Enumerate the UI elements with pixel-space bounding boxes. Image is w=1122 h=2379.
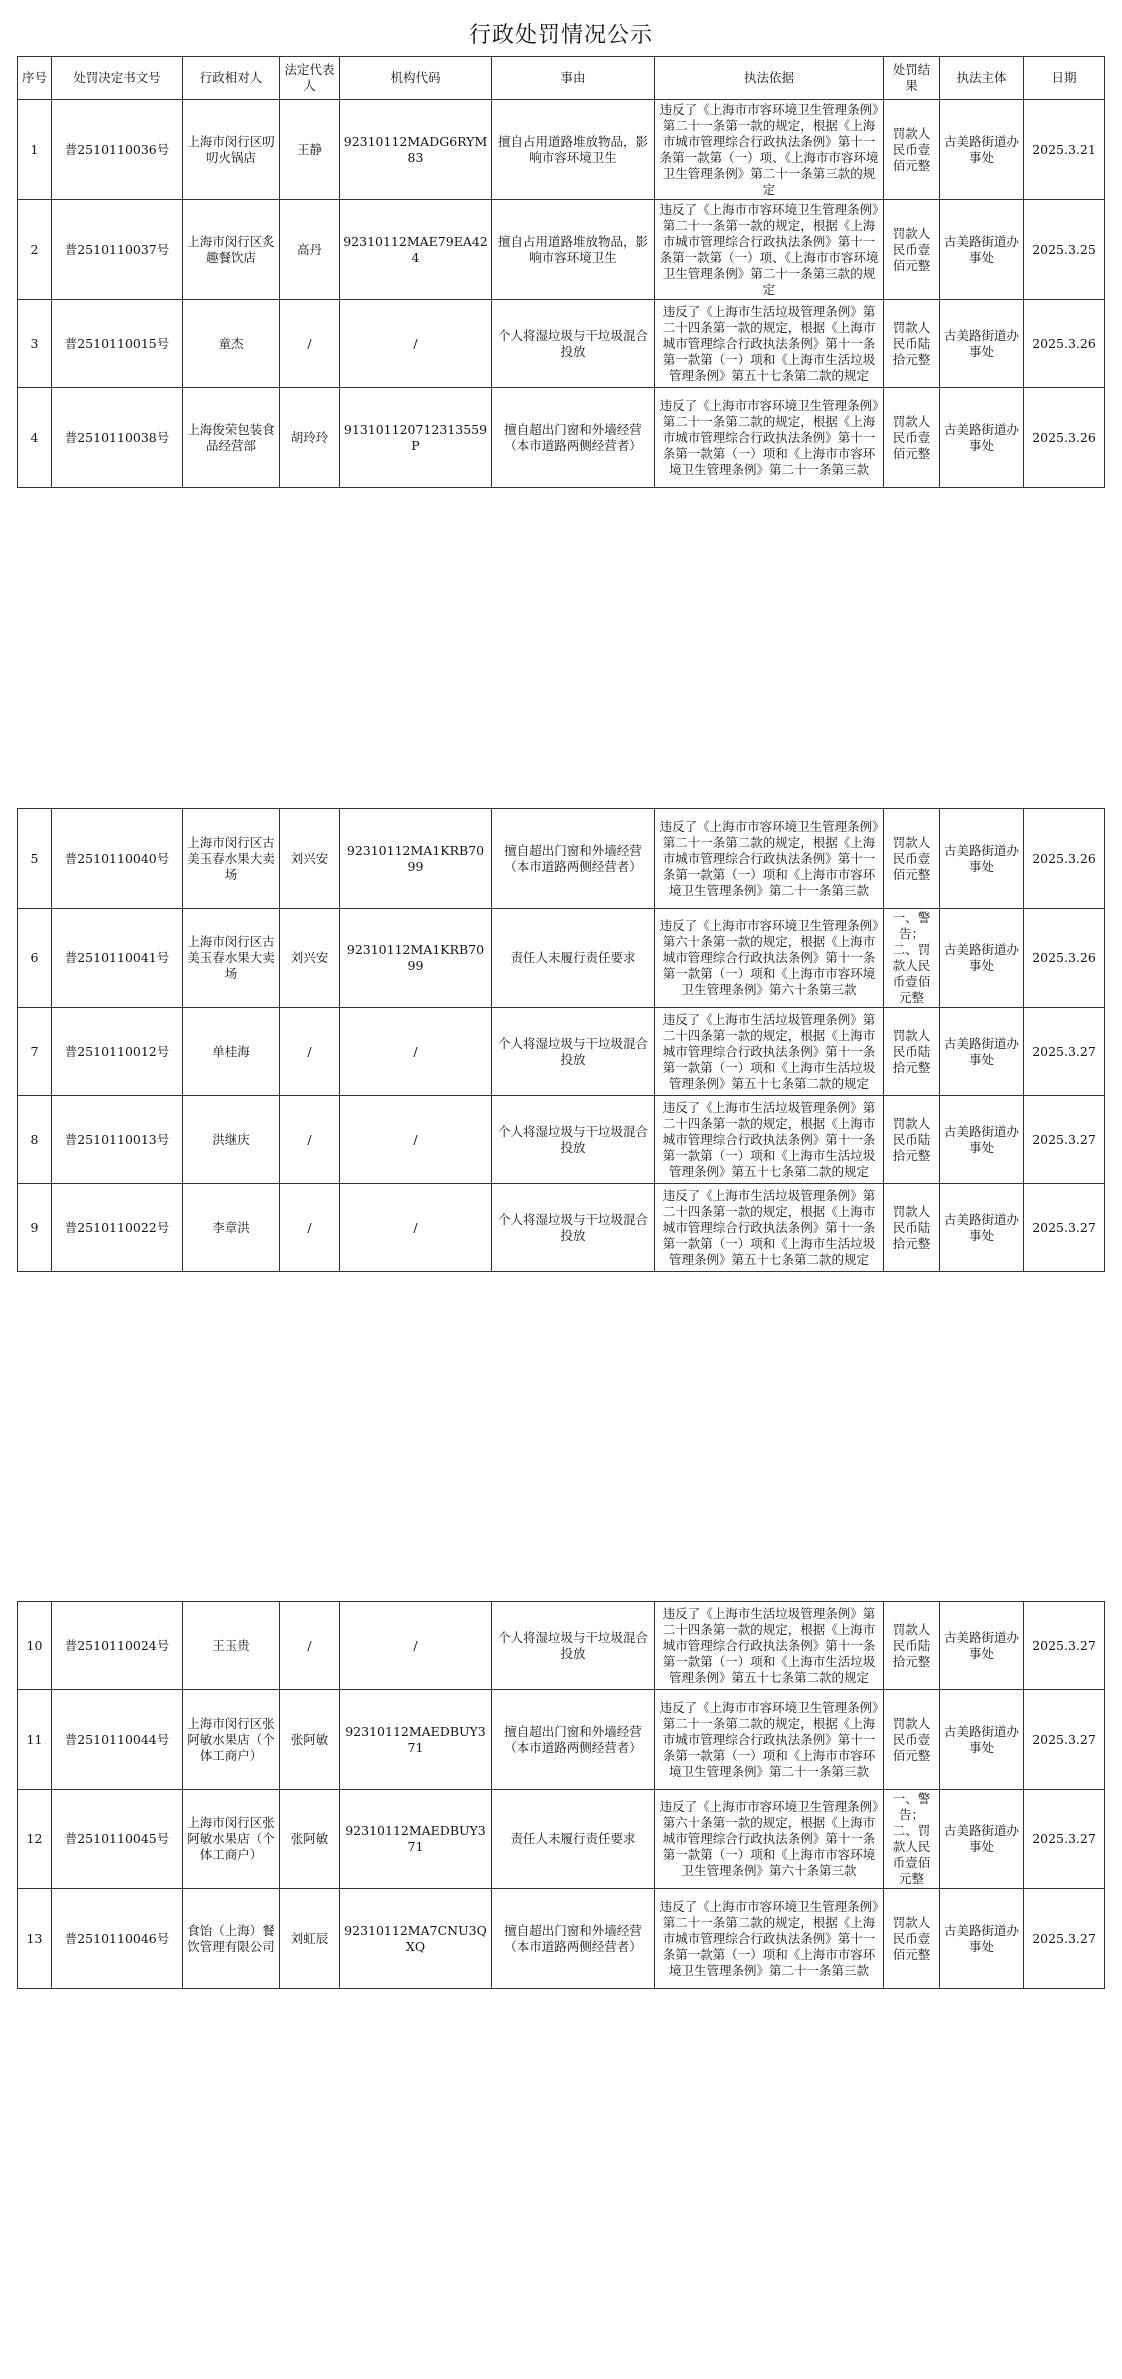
cell-rep: / <box>280 1096 340 1184</box>
cell-rep: 高丹 <box>280 200 340 300</box>
cell-rep: 张阿敏 <box>280 1690 340 1790</box>
header-result: 处罚结果 <box>884 57 940 100</box>
header-basis: 执法依据 <box>655 57 884 100</box>
cell-body: 古美路街道办事处 <box>940 1008 1024 1096</box>
cell-code: 913101120712313559P <box>340 388 492 488</box>
cell-basis: 违反了《上海市市容环境卫生管理条例》第二十一条第一款的规定，根据《上海市城市管理综合行政执法条例》第十一条第一款第（一）项、《上海市市容环境卫生管理条例》第二十一条第三款的规定 <box>655 100 884 200</box>
cell-date: 2025.3.21 <box>1024 100 1105 200</box>
cell-reason: 个人将湿垃圾与干垃圾混合投放 <box>492 1602 655 1690</box>
cell-date: 2025.3.26 <box>1024 809 1105 909</box>
cell-doc: 普2510110041号 <box>52 909 183 1008</box>
cell-party: 洪继庆 <box>183 1096 280 1184</box>
cell-basis: 违反了《上海市市容环境卫生管理条例》第二十一条第一款的规定，根据《上海市城市管理综合行政执法条例》第十一条第一款第（一）项、《上海市市容环境卫生管理条例》第二十一条第三款的规定 <box>655 200 884 300</box>
cell-body: 古美路街道办事处 <box>940 300 1024 388</box>
cell-reason: 责任人未履行责任要求 <box>492 909 655 1008</box>
cell-no: 7 <box>18 1008 52 1096</box>
cell-code: / <box>340 1602 492 1690</box>
penalty-table-page-1 <box>17 56 1105 488</box>
cell-party: 食饴（上海）餐饮管理有限公司 <box>183 1889 280 1989</box>
cell-code: / <box>340 1008 492 1096</box>
cell-party: 李章洪 <box>183 1184 280 1272</box>
table-row <box>18 1096 1105 1184</box>
cell-result: 罚款人民币壹佰元整 <box>884 1889 940 1989</box>
cell-basis: 违反了《上海市市容环境卫生管理条例》第二十一条第二款的规定，根据《上海市城市管理综合行政执法条例》第十一条第一款第（一）项和《上海市市容环境卫生管理条例》第二十一条第三款 <box>655 388 884 488</box>
cell-result: 罚款人民币壹佰元整 <box>884 388 940 488</box>
cell-basis: 违反了《上海市生活垃圾管理条例》第二十四条第一款的规定，根据《上海市城市管理综合行政执法条例》第十一条第一款第（一）项和《上海市生活垃圾管理条例》第五十七条第二款的规定 <box>655 1184 884 1272</box>
cell-no: 10 <box>18 1602 52 1690</box>
cell-party: 上海俊荣包装食品经营部 <box>183 388 280 488</box>
table-row <box>18 1602 1105 1690</box>
cell-result: 罚款人民币壹佰元整 <box>884 1690 940 1790</box>
cell-reason: 擅自占用道路堆放物品，影响市容环境卫生 <box>492 100 655 200</box>
cell-result: 罚款人民币壹佰元整 <box>884 200 940 300</box>
cell-body: 古美路街道办事处 <box>940 909 1024 1008</box>
cell-party: 童杰 <box>183 300 280 388</box>
table-row <box>18 300 1105 388</box>
cell-code: 92310112MAE79EA424 <box>340 200 492 300</box>
cell-result: 罚款人民币陆拾元整 <box>884 1096 940 1184</box>
cell-no: 11 <box>18 1690 52 1790</box>
cell-doc: 普2510110040号 <box>52 809 183 909</box>
cell-body: 古美路街道办事处 <box>940 809 1024 909</box>
cell-date: 2025.3.26 <box>1024 300 1105 388</box>
cell-doc: 普2510110036号 <box>52 100 183 200</box>
penalty-table-page-2 <box>17 808 1105 1272</box>
cell-party: 上海市闵行区炙趣餐饮店 <box>183 200 280 300</box>
cell-rep: / <box>280 1008 340 1096</box>
header-code: 机构代码 <box>340 57 492 100</box>
cell-no: 13 <box>18 1889 52 1989</box>
cell-no: 9 <box>18 1184 52 1272</box>
penalty-table-page-3 <box>17 1601 1105 1989</box>
cell-date: 2025.3.26 <box>1024 388 1105 488</box>
cell-result: 罚款人民币陆拾元整 <box>884 1184 940 1272</box>
cell-basis: 违反了《上海市市容环境卫生管理条例》第二十一条第二款的规定，根据《上海市城市管理综合行政执法条例》第十一条第一款第（一）项和《上海市市容环境卫生管理条例》第二十一条第三款 <box>655 1690 884 1790</box>
cell-date: 2025.3.27 <box>1024 1184 1105 1272</box>
header-date: 日期 <box>1024 57 1105 100</box>
cell-basis: 违反了《上海市生活垃圾管理条例》第二十四条第一款的规定，根据《上海市城市管理综合行政执法条例》第十一条第一款第（一）项和《上海市生活垃圾管理条例》第五十七条第二款的规定 <box>655 1602 884 1690</box>
table-row <box>18 200 1105 300</box>
cell-party: 单桂海 <box>183 1008 280 1096</box>
cell-body: 古美路街道办事处 <box>940 1184 1024 1272</box>
cell-rep: 刘虹辰 <box>280 1889 340 1989</box>
cell-date: 2025.3.27 <box>1024 1602 1105 1690</box>
cell-date: 2025.3.27 <box>1024 1889 1105 1989</box>
cell-rep: 张阿敏 <box>280 1790 340 1889</box>
cell-result: 罚款人民币壹佰元整 <box>884 100 940 200</box>
header-rep: 法定代表人 <box>280 57 340 100</box>
cell-doc: 普2510110045号 <box>52 1790 183 1889</box>
cell-no: 4 <box>18 388 52 488</box>
cell-result: 罚款人民币陆拾元整 <box>884 300 940 388</box>
cell-basis: 违反了《上海市市容环境卫生管理条例》第六十条第一款的规定，根据《上海市城市管理综合行政执法条例》第十一条第一款第（一）项和《上海市市容环境卫生管理条例》第六十条第三款 <box>655 909 884 1008</box>
cell-code: / <box>340 300 492 388</box>
cell-basis: 违反了《上海市市容环境卫生管理条例》第二十一条第二款的规定，根据《上海市城市管理综合行政执法条例》第十一条第一款第（一）项和《上海市市容环境卫生管理条例》第二十一条第三款 <box>655 1889 884 1989</box>
cell-rep: 刘兴安 <box>280 809 340 909</box>
cell-date: 2025.3.27 <box>1024 1096 1105 1184</box>
cell-doc: 普2510110044号 <box>52 1690 183 1790</box>
cell-rep: / <box>280 1602 340 1690</box>
cell-reason: 个人将湿垃圾与干垃圾混合投放 <box>492 1008 655 1096</box>
cell-doc: 普2510110046号 <box>52 1889 183 1989</box>
cell-doc: 普2510110012号 <box>52 1008 183 1096</box>
table-row <box>18 388 1105 488</box>
cell-rep: 刘兴安 <box>280 909 340 1008</box>
cell-no: 5 <box>18 809 52 909</box>
header-no: 序号 <box>18 57 52 100</box>
cell-date: 2025.3.27 <box>1024 1008 1105 1096</box>
cell-body: 古美路街道办事处 <box>940 1790 1024 1889</box>
table-header-row <box>18 57 1105 100</box>
header-body: 执法主体 <box>940 57 1024 100</box>
cell-code: / <box>340 1184 492 1272</box>
cell-rep: 王静 <box>280 100 340 200</box>
table-row <box>18 1889 1105 1989</box>
cell-date: 2025.3.26 <box>1024 909 1105 1008</box>
table-row <box>18 1184 1105 1272</box>
cell-code: 92310112MAEDBUY371 <box>340 1790 492 1889</box>
cell-no: 8 <box>18 1096 52 1184</box>
cell-reason: 擅自超出门窗和外墙经营（本市道路两侧经营者） <box>492 1690 655 1790</box>
cell-reason: 个人将湿垃圾与干垃圾混合投放 <box>492 300 655 388</box>
cell-reason: 个人将湿垃圾与干垃圾混合投放 <box>492 1184 655 1272</box>
table-row <box>18 1690 1105 1790</box>
cell-code: 92310112MA1KRB7099 <box>340 809 492 909</box>
cell-code: 92310112MADG6RYM83 <box>340 100 492 200</box>
cell-doc: 普2510110013号 <box>52 1096 183 1184</box>
cell-reason: 责任人未履行责任要求 <box>492 1790 655 1889</box>
cell-body: 古美路街道办事处 <box>940 100 1024 200</box>
cell-date: 2025.3.27 <box>1024 1690 1105 1790</box>
cell-doc: 普2510110024号 <box>52 1602 183 1690</box>
cell-doc: 普2510110037号 <box>52 200 183 300</box>
cell-doc: 普2510110015号 <box>52 300 183 388</box>
header-reason: 事由 <box>492 57 655 100</box>
cell-code: / <box>340 1096 492 1184</box>
table-row <box>18 100 1105 200</box>
table-row <box>18 1008 1105 1096</box>
cell-body: 古美路街道办事处 <box>940 388 1024 488</box>
cell-date: 2025.3.25 <box>1024 200 1105 300</box>
cell-doc: 普2510110022号 <box>52 1184 183 1272</box>
cell-reason: 擅自超出门窗和外墙经营（本市道路两侧经营者） <box>492 1889 655 1989</box>
cell-no: 3 <box>18 300 52 388</box>
cell-result: 一、警告；二、罚款人民币壹佰元整 <box>884 1790 940 1889</box>
cell-party: 上海市闵行区叨叨火锅店 <box>183 100 280 200</box>
cell-party: 上海市闵行区张阿敏水果店（个体工商户） <box>183 1690 280 1790</box>
table-row <box>18 809 1105 909</box>
cell-reason: 个人将湿垃圾与干垃圾混合投放 <box>492 1096 655 1184</box>
cell-body: 古美路街道办事处 <box>940 1602 1024 1690</box>
cell-body: 古美路街道办事处 <box>940 1690 1024 1790</box>
cell-party: 上海市闵行区古美玉春水果大卖场 <box>183 809 280 909</box>
cell-rep: 胡玲玲 <box>280 388 340 488</box>
table-row <box>18 909 1105 1008</box>
cell-basis: 违反了《上海市生活垃圾管理条例》第二十四条第一款的规定，根据《上海市城市管理综合行政执法条例》第十一条第一款第（一）项和《上海市生活垃圾管理条例》第五十七条第二款的规定 <box>655 1008 884 1096</box>
cell-result: 一、警告；二、罚款人民币壹佰元整 <box>884 909 940 1008</box>
cell-rep: / <box>280 1184 340 1272</box>
cell-body: 古美路街道办事处 <box>940 1889 1024 1989</box>
cell-code: 92310112MA7CNU3QXQ <box>340 1889 492 1989</box>
cell-reason: 擅自超出门窗和外墙经营（本市道路两侧经营者） <box>492 388 655 488</box>
cell-date: 2025.3.27 <box>1024 1790 1105 1889</box>
cell-reason: 擅自占用道路堆放物品，影响市容环境卫生 <box>492 200 655 300</box>
cell-no: 2 <box>18 200 52 300</box>
cell-basis: 违反了《上海市市容环境卫生管理条例》第六十条第一款的规定，根据《上海市城市管理综合行政执法条例》第十一条第一款第（一）项和《上海市市容环境卫生管理条例》第六十条第三款 <box>655 1790 884 1889</box>
cell-basis: 违反了《上海市市容环境卫生管理条例》第二十一条第二款的规定，根据《上海市城市管理综合行政执法条例》第十一条第一款第（一）项和《上海市市容环境卫生管理条例》第二十一条第三款 <box>655 809 884 909</box>
cell-party: 上海市闵行区张阿敏水果店（个体工商户） <box>183 1790 280 1889</box>
cell-basis: 违反了《上海市生活垃圾管理条例》第二十四条第一款的规定，根据《上海市城市管理综合行政执法条例》第十一条第一款第（一）项和《上海市生活垃圾管理条例》第五十七条第二款的规定 <box>655 1096 884 1184</box>
cell-party: 王玉贵 <box>183 1602 280 1690</box>
cell-rep: / <box>280 300 340 388</box>
cell-no: 1 <box>18 100 52 200</box>
header-doc: 处罚决定书文号 <box>52 57 183 100</box>
cell-basis: 违反了《上海市生活垃圾管理条例》第二十四条第一款的规定，根据《上海市城市管理综合行政执法条例》第十一条第一款第（一）项和《上海市生活垃圾管理条例》第五十七条第二款的规定 <box>655 300 884 388</box>
cell-result: 罚款人民币陆拾元整 <box>884 1008 940 1096</box>
cell-party: 上海市闵行区古美玉春水果大卖场 <box>183 909 280 1008</box>
header-party: 行政相对人 <box>183 57 280 100</box>
cell-body: 古美路街道办事处 <box>940 1096 1024 1184</box>
cell-code: 92310112MAEDBUY371 <box>340 1690 492 1790</box>
cell-reason: 擅自超出门窗和外墙经营（本市道路两侧经营者） <box>492 809 655 909</box>
cell-result: 罚款人民币陆拾元整 <box>884 1602 940 1690</box>
cell-no: 12 <box>18 1790 52 1889</box>
cell-no: 6 <box>18 909 52 1008</box>
table-row <box>18 1790 1105 1889</box>
cell-code: 92310112MA1KRB7099 <box>340 909 492 1008</box>
cell-result: 罚款人民币壹佰元整 <box>884 809 940 909</box>
cell-doc: 普2510110038号 <box>52 388 183 488</box>
page-title: 行政处罚情况公示 <box>468 23 653 48</box>
cell-body: 古美路街道办事处 <box>940 200 1024 300</box>
